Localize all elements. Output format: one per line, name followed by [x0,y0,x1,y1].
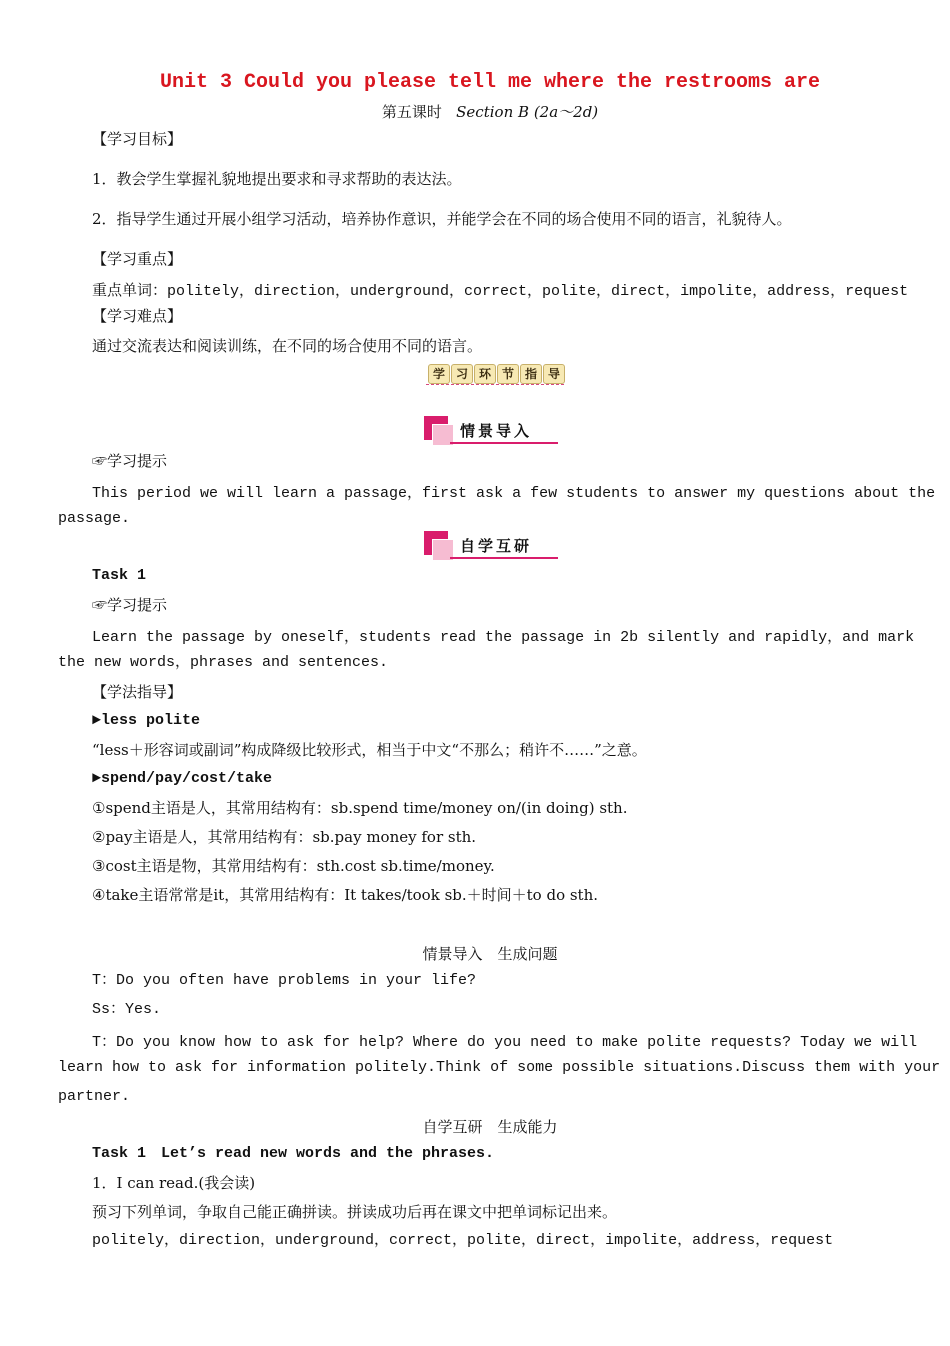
keypoints-text: 重点单词：politely，direction，underground，correct，polite，direct，impolite，address，request [92,283,909,300]
dialog-line: partner. [58,1088,131,1105]
banner-char: 导 [543,364,565,384]
section-header-label: 情景导入 [460,422,533,440]
banner-char: 习 [451,364,473,384]
grammar-point-title: ►spend/pay/cost/take [92,770,273,787]
section-range: (2a～2d) [533,103,599,121]
grammar-point-item: ④take主语常常是it，其常用结构有：It takes/took sb.＋时间＋to do sth. [92,886,599,904]
dialog-line: T：Do you often have problems in your life? [92,972,477,989]
section-header-intro [424,416,560,446]
banner-char: 学 [428,364,450,384]
banner-underline [426,384,564,385]
intro-paragraph-line: passage. [58,510,131,527]
banner-char: 指 [520,364,542,384]
part-heading: 情景导入 生成问题 [422,945,558,963]
section-header-label: 自学互研 [460,537,533,555]
steps-guide-banner [426,362,566,386]
lesson-subtitle [0,101,950,122]
difficulties-text: 通过交流表达和阅读训练，在不同的场合使用不同的语言。 [92,337,483,355]
keypoints-heading: 【学习重点】 [92,250,183,268]
task-title: Task 1 [92,567,147,584]
dialog-line: Ss：Yes. [92,1001,162,1018]
objective-item: 1．教会学生掌握礼貌地提出要求和寻求帮助的表达法。 [92,170,462,188]
task-item: 1．I can read.(我会读) [92,1174,256,1192]
word-list: politely，direction，underground，correct，polite，direct，impolite，address，request [92,1232,834,1249]
grammar-point-item: ②pay主语是人，其常用结构有：sb.pay money for sth. [92,828,477,846]
difficulties-heading: 【学习难点】 [92,307,183,325]
grammar-point-text: “less＋形容词或副词”构成降级比较形式，相当于中文“不那么；稍许不……”之意。 [92,741,647,759]
intro-paragraph-line: This period we will learn a passage，first ask a few students to answer my questions about the [92,485,936,502]
header-underline [450,557,558,559]
objectives-heading: 【学习目标】 [92,130,183,148]
grammar-point-item: ①spend主语是人，其常用结构有：sb.spend time/money on/(in doing) sth. [92,799,628,817]
dialog-line: learn how to ask for information politely.Think of some possible situations.Discuss them with your [58,1059,941,1076]
task-paragraph-line: Learn the passage by oneself，students read the passage in 2b silently and rapidly，and mark [92,629,915,646]
dialog-line: T：Do you know how to ask for help? Where do you need to make polite requests? Today we will [92,1034,918,1051]
part-heading: 自学互研 生成能力 [422,1118,558,1136]
section-header-selfstudy [424,531,560,561]
study-tip: ☞学习提示 [92,452,168,470]
objective-item: 2．指导学生通过开展小组学习活动，培养协作意识，并能学会在不同的场合使用不同的语言，礼貌待人。 [92,210,792,228]
task-title: Task 1 Let’s read new words and the phrases. [92,1145,495,1162]
task-paragraph-line: the new words，phrases and sentences. [58,654,389,671]
study-tip: ☞学习提示 [92,596,168,614]
grammar-point-item: ③cost主语是物，其常用结构有：sth.cost sb.time/money. [92,857,495,875]
grammar-point-title: ►less polite [92,712,201,729]
task-instruction: 预习下列单词，争取自己能正确拼读。拼读成功后再在课文中把单词标记出来。 [92,1203,618,1221]
section-label: Section B [456,103,530,121]
banner-char: 环 [474,364,496,384]
method-guide-heading: 【学法指导】 [92,683,183,701]
lesson-label: 第五课时 [381,103,442,121]
page-title: Unit 3 Could you please tell me where the restrooms are [159,71,821,94]
header-underline [450,442,558,444]
banner-char: 节 [497,364,519,384]
